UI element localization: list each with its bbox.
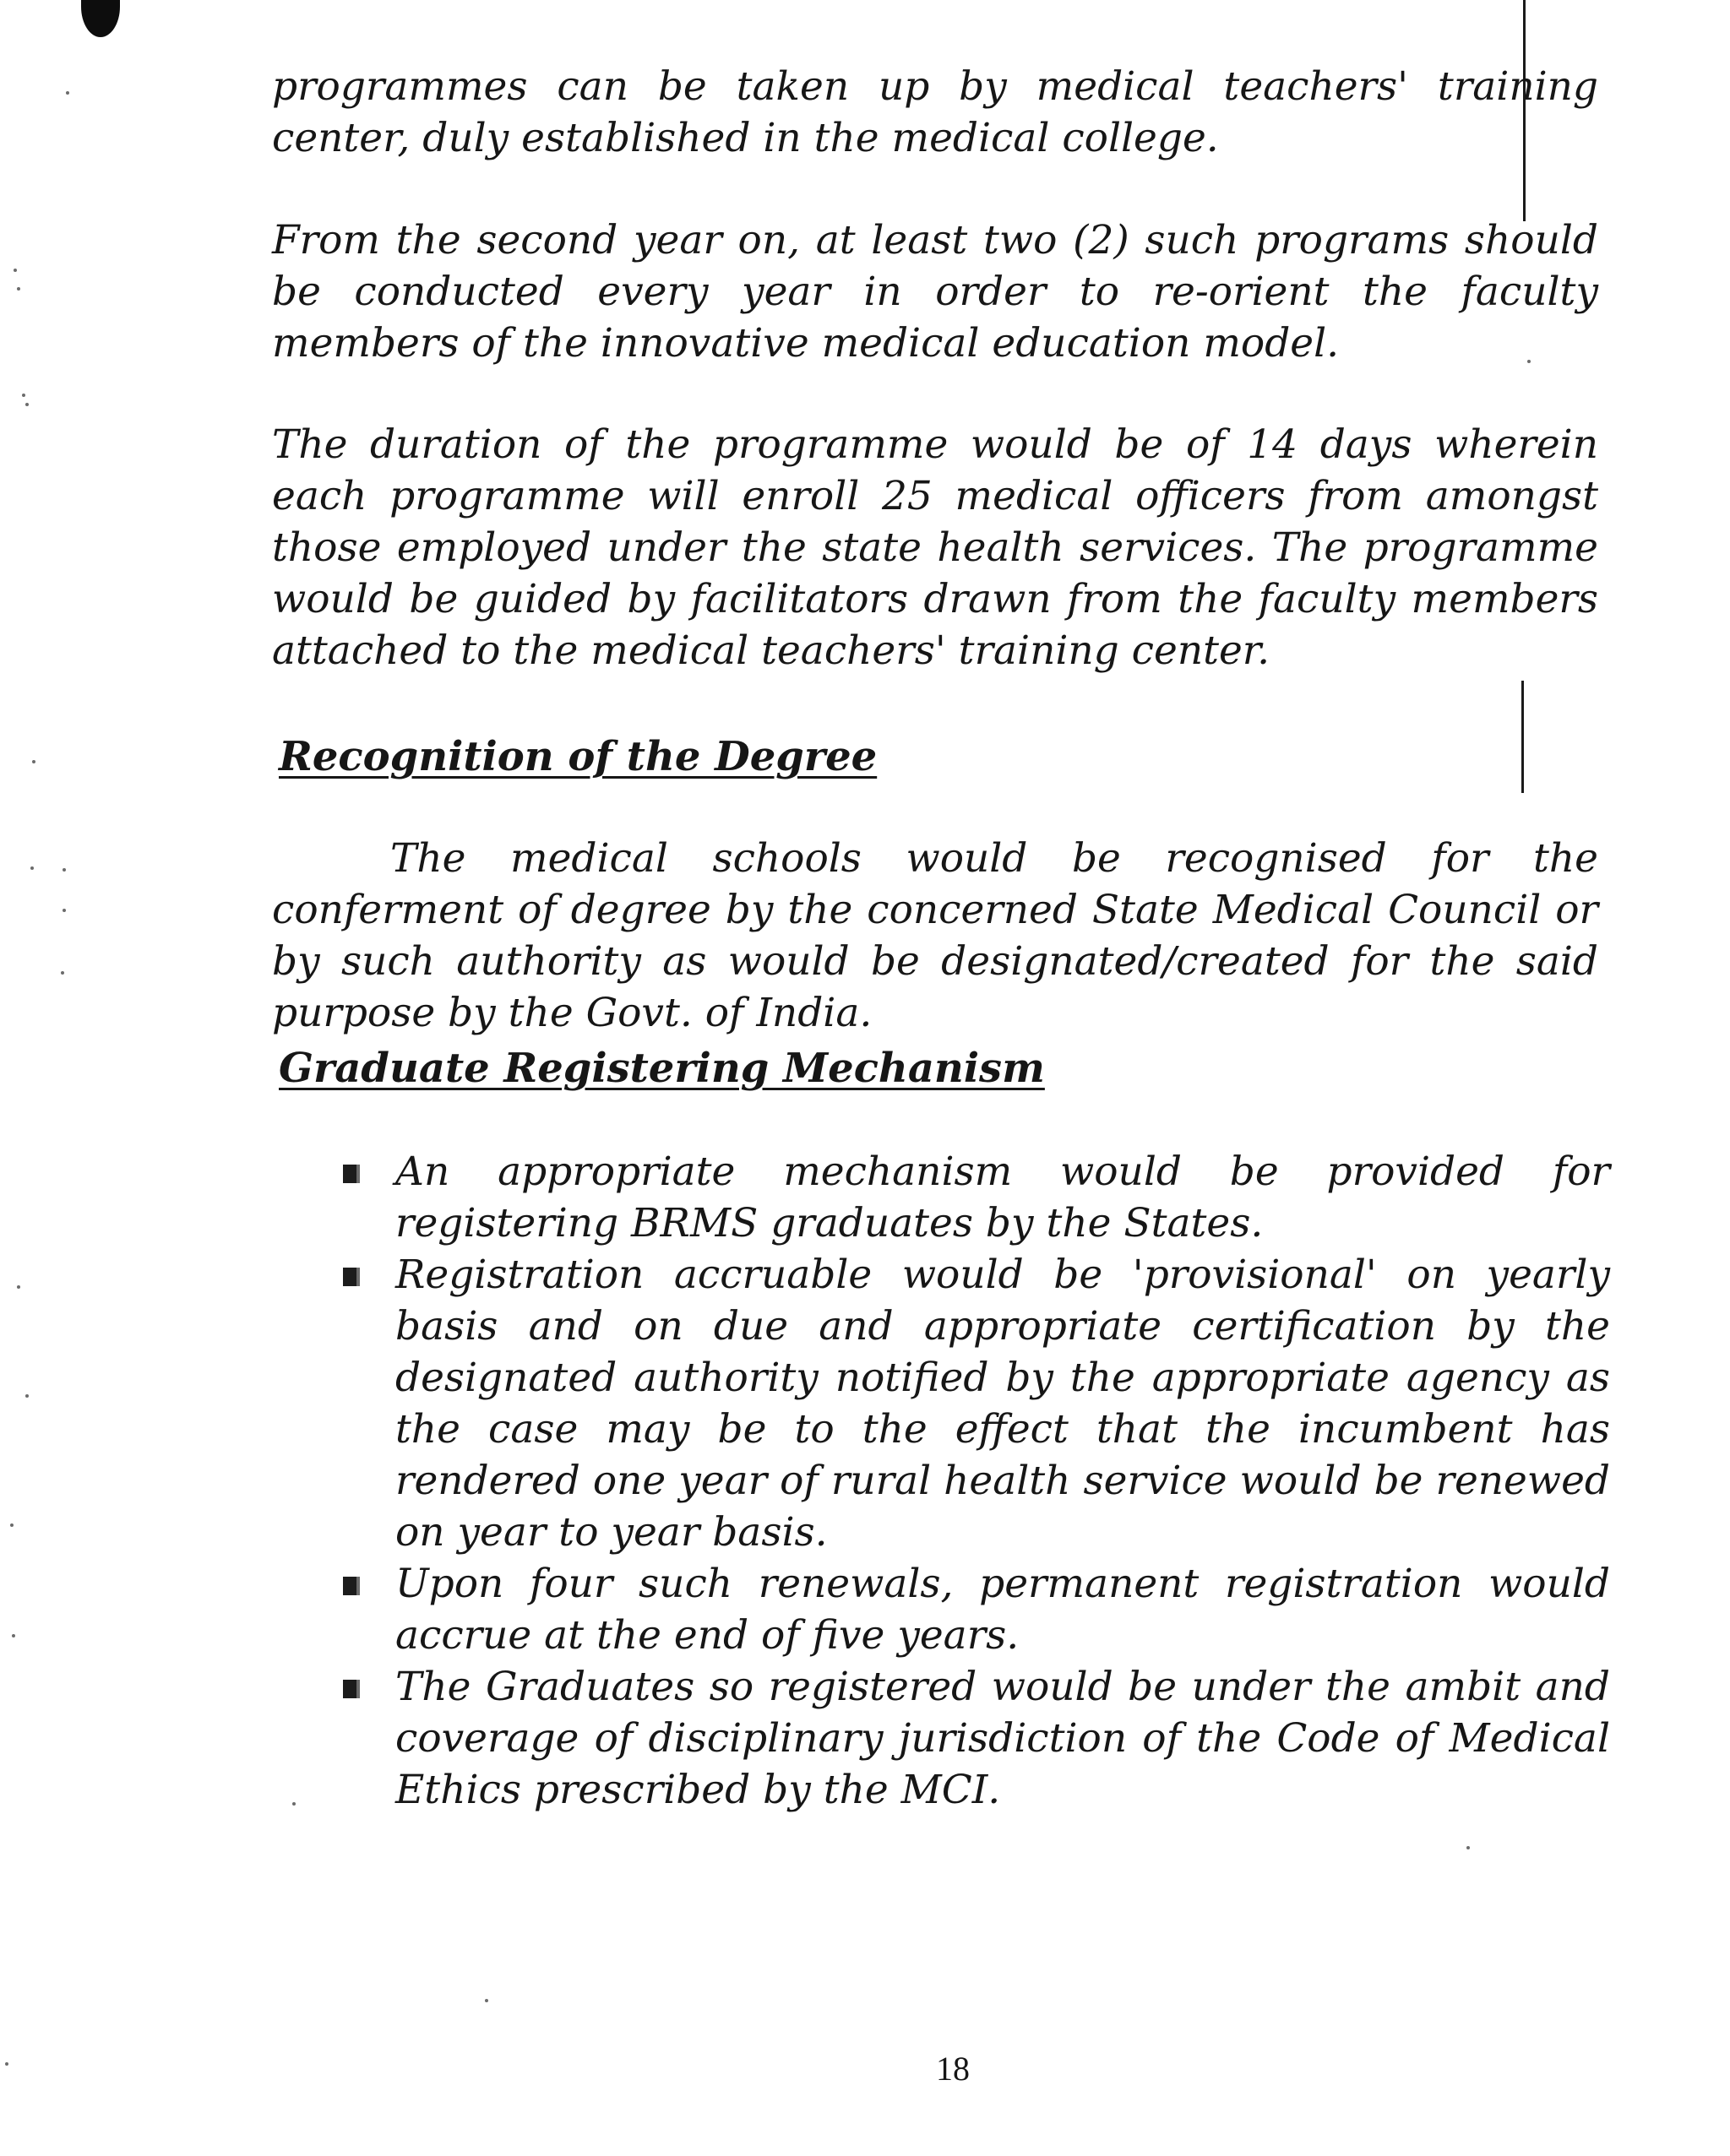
list-item (338, 1249, 1610, 1558)
list-item-text: Registration accruable would be 'provisional' on yearly basis and on due and appropriate certification by the designated authority notified by the appropriate agency as the case may be to the effect that the incumbent has rendered one year of rural health service would be renewed on year to year basis. (395, 1252, 1610, 1556)
speck (14, 269, 17, 272)
margin-rule-middle (1521, 681, 1524, 793)
speck (63, 868, 66, 872)
list-item (338, 1558, 1610, 1661)
list-item-text: An appropriate mechanism would be provided for registering BRMS graduates by the States. (395, 1149, 1610, 1246)
paragraph-programme-duration: The duration of the programme would be of 14 days wherein each programme will enroll 25 medical officers from amongst those employed under the state health services. The programme would be guided by facilitators drawn from the faculty members attached to the medical teachers' training center. (272, 421, 1598, 674)
speck (17, 287, 20, 291)
speck (63, 909, 66, 912)
speck (10, 1523, 14, 1527)
speck (292, 1802, 296, 1806)
speck (25, 1394, 29, 1398)
speck (32, 760, 35, 763)
speck (66, 91, 69, 95)
square-bullet-icon (343, 1577, 360, 1595)
page-number: 18 (936, 2050, 970, 2088)
list-item (338, 1146, 1610, 1249)
paragraph-recognition: The medical schools would be recognised for the conferment of degree by the concerned State Medical Council or by such authority as would be designated/created for the said purpose by the Govt. of India. (272, 835, 1598, 1036)
speck (485, 1999, 488, 2002)
paragraph-teacher-training: programmes can be taken up by medical teachers' training center, duly established in the medical college. (272, 63, 1598, 161)
ink-blot (81, 0, 120, 37)
list-item-text: The Graduates so registered would be under the ambit and coverage of disciplinary jurisdiction of the Code of Medical Ethics prescribed by the MCI. (395, 1664, 1610, 1813)
square-bullet-icon (343, 1165, 360, 1183)
square-bullet-icon (343, 1680, 360, 1698)
list-item (338, 1661, 1610, 1816)
speck (61, 971, 64, 975)
paragraph-reorientation-programs: From the second year on, at least two (2) such programs should be conducted every year in order to re-orient the faculty members of the innovative medical education model. (272, 217, 1598, 367)
speck (1466, 1846, 1470, 1849)
speck (25, 403, 29, 406)
list-item-text: Upon four such renewals, permanent registration would accrue at the end of five years. (395, 1561, 1610, 1659)
speck (12, 1634, 15, 1637)
speck (22, 394, 25, 397)
heading-graduate-registering: Graduate Registering Mechanism (279, 1045, 1045, 1092)
square-bullet-icon (343, 1268, 360, 1286)
speck (5, 2062, 8, 2066)
speck (17, 1285, 20, 1289)
heading-recognition-of-degree: Recognition of the Degree (279, 733, 878, 780)
registering-bullet-list (338, 1146, 1610, 1816)
speck (30, 866, 34, 870)
